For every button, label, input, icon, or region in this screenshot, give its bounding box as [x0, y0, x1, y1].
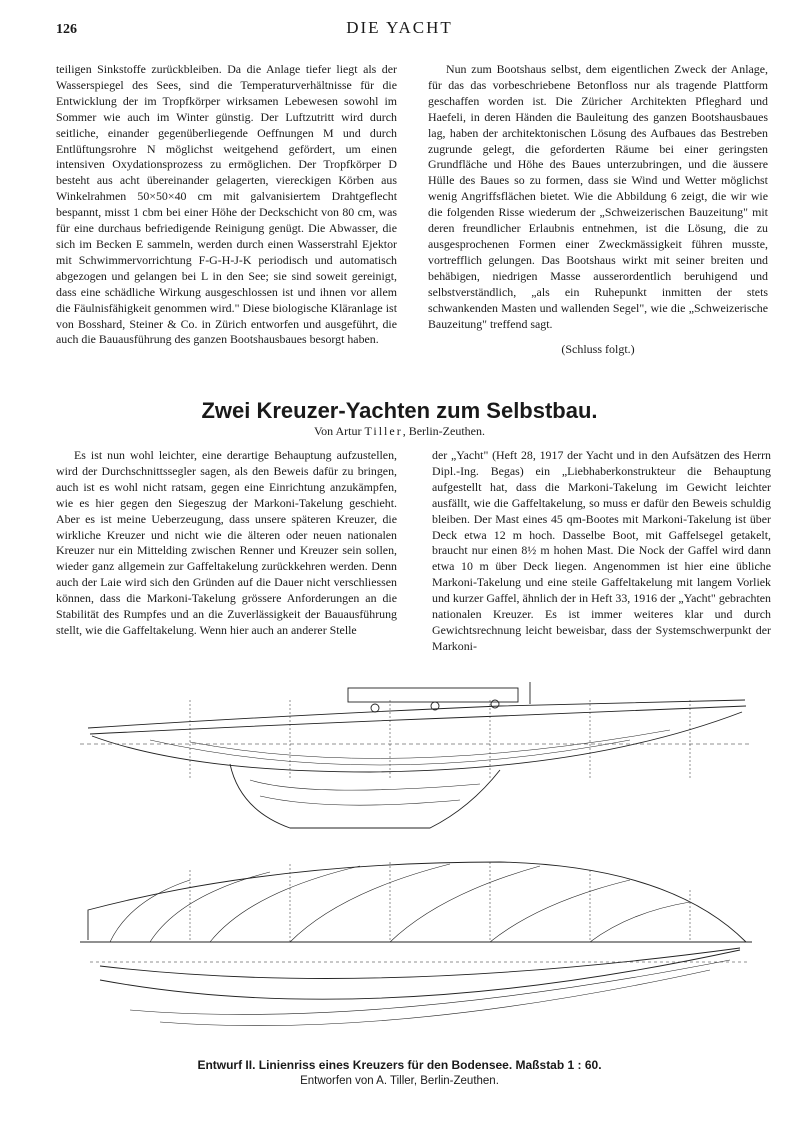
byline-author: Tiller: [364, 424, 403, 438]
figure-caption: Entwurf II. Linienriss eines Kreuzers für den Bodensee. Maßstab 1 : 60.: [197, 1058, 602, 1072]
article-byline: [0, 424, 799, 439]
section-curves: [110, 864, 690, 942]
profile-deck-line: [90, 706, 746, 734]
porthole: [371, 704, 379, 712]
continuation-note: (Schluss folgt.): [561, 342, 635, 356]
article-left-column: [56, 448, 397, 639]
hull-lines-drawing: [70, 680, 760, 1050]
byline-suffix: , Berlin-Zeuthen.: [402, 424, 485, 438]
paragraph: teiligen Sinkstoffe zurückbleiben. Da die Anlage tiefer liegt als der Wasserspiegel des Sees, sind die Temperaturverhältnisse für die Entwicklung der im Tropfkörper wirksamen Lebewesen sowohl im Sommer wie auch im Winter günstig. Der Luftzutritt wird durch seitliche, einander gegenüberliegende Oeffnungen M und durch Entlüftungsrohre N möglichst weitgehend gefördert, um einen intensiven Oxydationsprozess zu ermöglichen. Der Tropfkörper D besteht aus acht übereinander gelagerten, viereckigen Körben aus Winkelrahmen 50×50×40 cm mit galvanisiertem Drahtgeflecht bespannt, misst 1 cbm bei einer Höhe der Deckschicht von 80 cm, was für eine durchaus befriedigende Reinigung genügt. Die Abwasser, die sich im Becken E sammeln, werden durch einen Wasserstrahl Ejektor mit Schwimmervorrichtung F-G-H-J-K periodisch und automatisch abgezogen und gelangen bei L in den See; sie sind soweit gereinigt, dass eine schädliche Wirkung ausgeschlossen ist und ihnen vor allem die Fäulnisfähigkeit genommen wird." Diese biologische Kläranlage ist von Bosshard, Steiner & Co. in Zürich entworfen und ausgeführt, die auch die Bauausführung des ganzen Bootshausbaues besorgt haben.: [56, 62, 397, 347]
diagonal-plan: [130, 960, 730, 1014]
keel-profile: [230, 764, 500, 828]
running-title: DIE YACHT: [346, 18, 453, 37]
article-right-column: [432, 448, 771, 655]
top-right-column: [428, 62, 768, 332]
profile-sheer-line: [88, 700, 745, 728]
page-number: 126: [56, 22, 77, 37]
top-left-column: [56, 62, 397, 348]
paragraph: Nun zum Bootshaus selbst, dem eigentlichen Zweck der Anlage, für das das vorbeschriebene Betonfloss nur als tragende Plattform geschaffen worden ist. Die Züricher Architekten Pfleghard und Haefeli, in deren Händen die Bauleitung des ganzen Bootshausbaues lag, haben der architektonischen Lösung des Aufbaues das Bestreben zugrunde gelegt, die geforderten Räume bei einer geringsten Grundfläche und Höhe des Baues unterzubringen, und die äussere Hülle des Baues so zu formen, dass sie Wind und Wetter möglichst wenig Angriffsflächen bietet. Wie die Abbildung 6 zeigt, die wir wie die folgenden Risse wiederum der „Schweizerischen Bauzeitung" mit deren freundlicher Erlaubnis entnehmen, ist die Lösung, die zu ausgesprochenen Formen einer Zweckmässigkeit führen musste, vortrefflich gelungen. Das Bootshaus wirkt mit seiner breiten und behäbigen, niedrigen Masse ausserordentlich beruhigend und selbstverständlich, „als ein Ruhepunkt inmitten der stets schwankenden Masten und wallenden Segel", wie die „Schweizerische Bauzeitung" treffend sagt.: [428, 62, 768, 331]
byline-prefix: Von Artur: [314, 424, 365, 438]
paragraph: der „Yacht" (Heft 28, 1917 der Yacht und in den Aufsätzen des Herrn Dipl.-Ing. Begas) ein „Liebhaberkonstrukteur die Behauptung aufgestellt hat, dass die Markoni-Takelung im Gewicht leichter ausfällt, wie die Gaffeltakelung, so muss er dafür den Beweis schuldig bleiben. Der Mast eines 45 qm-Bootes mit Markoni-Takelung ist über Deck etwa 12 m hoch. Dasselbe Boot, mit Gaffelsegel getakelt, braucht nur einen 8½ m hohen Mast. Die Nock der Gaffel wird dann etwa 10 m über Deck liegen. Angenommen ist hier eine übliche Markoni-Takelung und eine steile Gaffeltakelung mit langem Vorliek und kurzer Gaffel, ähnlich der in Heft 33, 1916 der „Yacht" gebrachten nationalen Kreuzer. Es ist immer weiteres klar und durch Gewichtsrechnung leicht beweisbar, dass der Systemschwerpunkt der Markoni-: [432, 448, 771, 653]
cabin-trunk: [348, 688, 518, 702]
paragraph: Es ist nun wohl leichter, eine derartige Behauptung aufzustellen, wird der Durchschnittssegler sagen, als den Beweis dafür zu bringen, auch ist es wohl nicht ratsam, gegen eine Einrichtung anzukämpfen, wie es hier gegen den Siegeszug der Markoni-Takelung geschieht. Aber es ist meine Ueberzeugung, dass unsere späteren Kreuzer, die wirkliche Kreuzer und nicht wie die älteren oder neuen nationalen Kreuzer nur ein Mittelding zwischen Renner und Kreuzer sein sollen, wieder ganz allgemein zur Gaffeltakelung zurückkehren werden. Denn auch der Laie wird sich den Gründen auf die Dauer nicht verschliessen können, dass die Markoni-Takelung grössere Anforderungen an die Stabilität des Rumpfes und an die Zuverlässigkeit der Bauausführung stellt, wie die Gaffeltakelung. Wenn hier auch an anderer Stelle: [56, 448, 397, 637]
article-title: Zwei Kreuzer-Yachten zum Selbstbau.: [201, 398, 598, 423]
keel-section-line: [260, 796, 460, 805]
profile-hull-bottom: [92, 712, 742, 772]
half-breadth-deck: [88, 862, 746, 942]
figure-credit: Entworfen von A. Tiller, Berlin-Zeuthen.: [300, 1075, 499, 1087]
keel-section-line: [250, 780, 480, 790]
waterline-plan-upper: [100, 948, 740, 978]
